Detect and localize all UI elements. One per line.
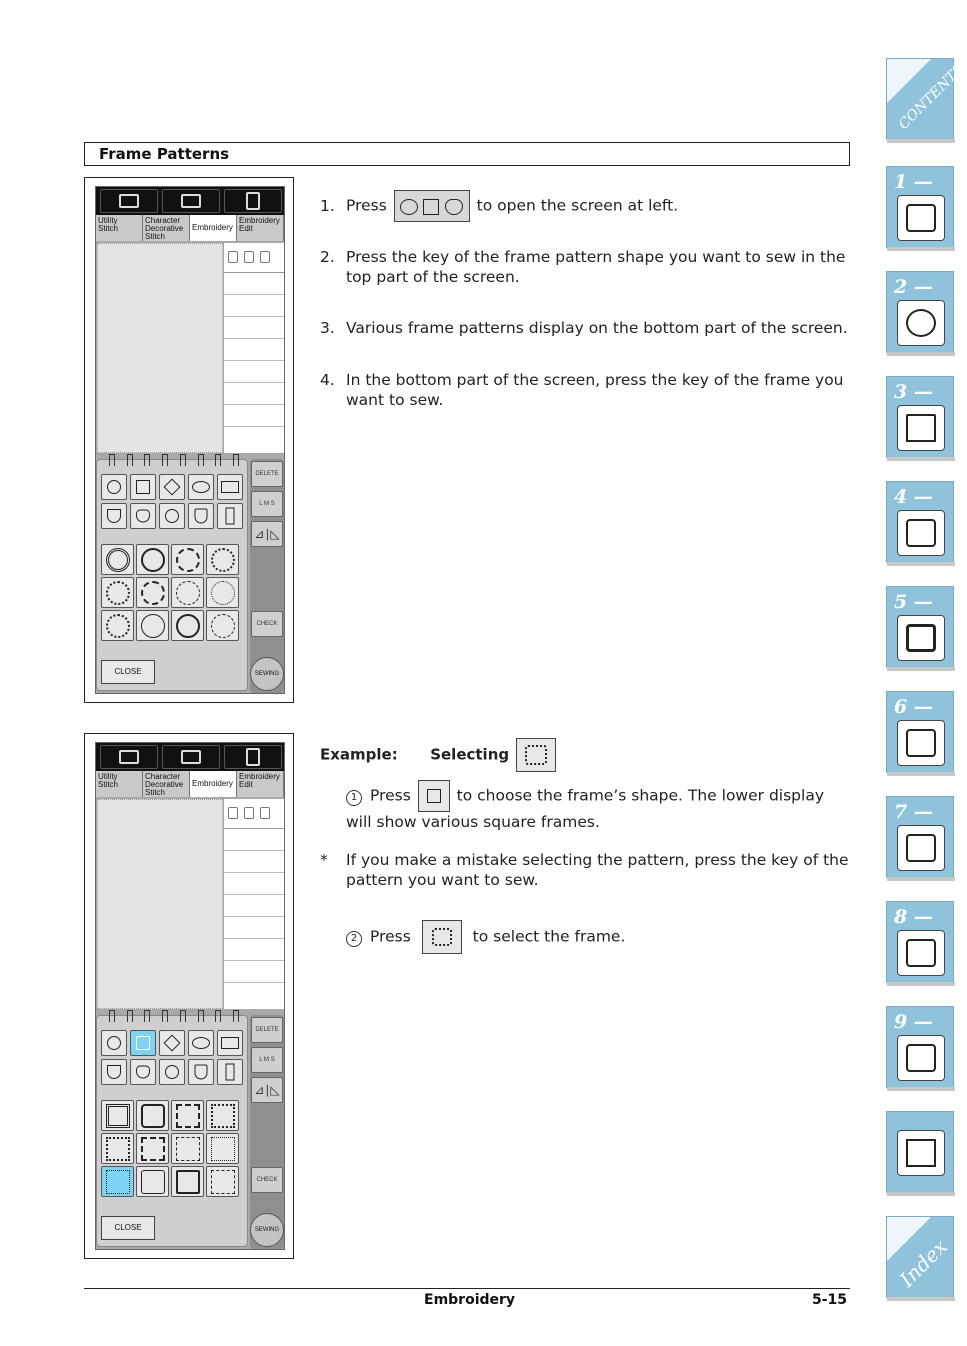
- round-shape-key[interactable]: [159, 1059, 185, 1085]
- tall-rectangle-shape-key[interactable]: [217, 503, 243, 529]
- page-number: 5-15: [812, 1292, 848, 1308]
- hoop-icons: [224, 243, 284, 273]
- tab-character-decorative[interactable]: Character Decorative Stitch: [143, 771, 190, 797]
- oval-shape-key[interactable]: [188, 474, 214, 500]
- hoop-icon: [260, 251, 270, 263]
- hoop-icon: [228, 807, 238, 819]
- sewing-machine-icon: [897, 195, 945, 241]
- help-key[interactable]: [162, 745, 220, 769]
- machine-maintenance-icon: [897, 930, 945, 976]
- hoop-icon: [244, 807, 254, 819]
- decorated-shirt-icon: [897, 510, 945, 556]
- close-button[interactable]: CLOSE: [101, 1216, 155, 1240]
- sewing-machine-key[interactable]: [100, 189, 158, 213]
- screen-image-2: [84, 733, 294, 1259]
- tab-embroidery-edit[interactable]: Embroidery Edit: [237, 215, 284, 241]
- diamond-shape-key[interactable]: [159, 474, 185, 500]
- appendix-tab[interactable]: [886, 1111, 954, 1193]
- shield-shape-key[interactable]: [101, 1059, 127, 1085]
- square-shape-key[interactable]: [130, 474, 156, 500]
- delete-button[interactable]: DELETE: [251, 1017, 283, 1043]
- rectangle-shape-key[interactable]: [217, 474, 243, 500]
- frame-key[interactable]: [136, 1133, 169, 1164]
- tab-embroidery-edit[interactable]: Embroidery Edit: [237, 771, 284, 797]
- frame-key[interactable]: [206, 1100, 239, 1131]
- check-button[interactable]: CHECK: [251, 611, 283, 637]
- frame-key[interactable]: [136, 610, 169, 641]
- chapter-5-tab[interactable]: 5 —: [886, 586, 954, 668]
- tall-rectangle-shape-key[interactable]: [217, 1059, 243, 1085]
- step-3: 3. Various frame patterns display on the bottom part of the screen.: [320, 319, 848, 337]
- diamond-shape-key[interactable]: [159, 1030, 185, 1056]
- settings-key[interactable]: [224, 189, 282, 213]
- square-shape-key-selected[interactable]: [130, 1030, 156, 1056]
- contents-tab[interactable]: CONTENTS: [886, 58, 954, 140]
- delete-button[interactable]: DELETE: [251, 461, 283, 487]
- size-button[interactable]: L M S: [251, 1047, 283, 1073]
- hoop-icon: [244, 251, 254, 263]
- chapter-3-tab[interactable]: 3 —: [886, 376, 954, 458]
- chapter-9-tab[interactable]: 9 —: [886, 1006, 954, 1088]
- circle-shape-key[interactable]: [101, 1030, 127, 1056]
- lcd-panel: [95, 742, 285, 1250]
- example-note: * If you make a mistake selecting the pattern, press the key of the pattern you want to sew.: [320, 851, 849, 889]
- frame-key[interactable]: [171, 1100, 204, 1131]
- lcd-top-bar: [96, 743, 284, 771]
- example-step-1: 1 Press to choose the frame’s shape. The lower display will show various square frames.: [346, 780, 850, 832]
- pattern-preview: [97, 243, 223, 453]
- side-key-column: [250, 459, 284, 693]
- frame-key[interactable]: [206, 544, 239, 575]
- frame-key[interactable]: [136, 544, 169, 575]
- section-title: Frame Patterns: [84, 142, 850, 166]
- footer-chapter-title: Embroidery: [424, 1292, 516, 1308]
- step-2: 2. Press the key of the frame pattern shape you want to sew in the top part of the screen.: [320, 248, 846, 286]
- sewing-machine-key[interactable]: [100, 745, 158, 769]
- chapter-8-tab[interactable]: 8 —: [886, 901, 954, 983]
- mirror-button[interactable]: ⊿∣◺: [251, 521, 283, 547]
- hoop-icon: [228, 251, 238, 263]
- pattern-preview: [97, 799, 223, 1009]
- frame-key[interactable]: [101, 544, 134, 575]
- example-step-2: 2 Press to select the frame.: [346, 920, 850, 954]
- documents-icon: [897, 1130, 945, 1176]
- pattern-panel: [96, 459, 248, 691]
- frame-key[interactable]: [101, 610, 134, 641]
- heart-shape-key[interactable]: [130, 503, 156, 529]
- step-4: 4. In the bottom part of the screen, press the key of the frame you want to sew.: [320, 371, 844, 409]
- rectangle-shape-key[interactable]: [217, 1030, 243, 1056]
- frame-key[interactable]: [101, 577, 134, 608]
- heart-shape-key[interactable]: [130, 1059, 156, 1085]
- hoop-icon: [260, 807, 270, 819]
- dotted-frame-key[interactable]: [422, 920, 462, 954]
- hoop-info-column: [224, 799, 284, 1009]
- embroidered-shirt-icon: [897, 720, 945, 766]
- oval-shape-key[interactable]: [188, 1030, 214, 1056]
- tab-embroidery[interactable]: Embroidery: [190, 215, 237, 241]
- frame-key[interactable]: [136, 1100, 169, 1131]
- round-shape-key[interactable]: [159, 503, 185, 529]
- tab-character-decorative[interactable]: Character Decorative Stitch: [143, 215, 190, 241]
- frame-key[interactable]: [206, 1166, 239, 1197]
- selected-frame-key[interactable]: [516, 738, 556, 772]
- frame-key[interactable]: [171, 577, 204, 608]
- mode-tabs: [96, 215, 284, 241]
- frame-key[interactable]: [171, 610, 204, 641]
- frame-key[interactable]: [171, 1133, 204, 1164]
- pattern-panel: [96, 1015, 248, 1247]
- embroidery-hoop-icon: [897, 615, 945, 661]
- size-button[interactable]: L M S: [251, 491, 283, 517]
- troubleshooting-icon: [897, 1035, 945, 1081]
- sewing-button[interactable]: SEWING: [250, 657, 284, 691]
- frame-key-selected[interactable]: [101, 1166, 134, 1197]
- shirt-icon: [897, 405, 945, 451]
- frame-key-grid: [101, 1100, 239, 1197]
- chapter-7-tab[interactable]: 7 —: [886, 796, 954, 878]
- mode-tabs: [96, 771, 284, 797]
- frame-key-grid: [101, 544, 239, 641]
- hoop-info-column: [224, 243, 284, 453]
- thread-scissors-icon: [897, 300, 945, 346]
- example-heading: Example: Selecting: [320, 738, 558, 772]
- frame-key[interactable]: [171, 1166, 204, 1197]
- tab-utility-stitch[interactable]: Utility Stitch: [96, 215, 143, 241]
- shirt-edit-icon: [897, 825, 945, 871]
- frame-key[interactable]: [171, 544, 204, 575]
- frame-key[interactable]: [206, 577, 239, 608]
- close-button[interactable]: CLOSE: [101, 660, 155, 684]
- circle-shape-key[interactable]: [101, 474, 127, 500]
- chapter-4-tab[interactable]: 4 —: [886, 481, 954, 563]
- side-key-column: [250, 1015, 284, 1249]
- footer-rule: [84, 1288, 850, 1289]
- frame-key[interactable]: [136, 1166, 169, 1197]
- frame-pattern-key[interactable]: [394, 190, 470, 222]
- shield-shape-key[interactable]: [101, 503, 127, 529]
- mirror-button[interactable]: ⊿∣◺: [251, 1077, 283, 1103]
- settings-key[interactable]: [224, 745, 282, 769]
- chapter-2-tab[interactable]: 2 —: [886, 271, 954, 353]
- lcd-top-bar: [96, 187, 284, 215]
- lcd-panel: [95, 186, 285, 694]
- shape-key-grid: [101, 474, 243, 529]
- shape-key-grid: [101, 1030, 243, 1085]
- index-tab[interactable]: Index: [886, 1216, 954, 1298]
- frame-key[interactable]: [206, 610, 239, 641]
- frame-key[interactable]: [101, 1100, 134, 1131]
- frame-key[interactable]: [101, 1133, 134, 1164]
- badge-shape-key[interactable]: [188, 1059, 214, 1085]
- chapter-6-tab[interactable]: 6 —: [886, 691, 954, 773]
- check-button[interactable]: CHECK: [251, 1167, 283, 1193]
- tab-utility-stitch[interactable]: Utility Stitch: [96, 771, 143, 797]
- chapter-1-tab[interactable]: 1 —: [886, 166, 954, 248]
- screen-image-1: [84, 177, 294, 703]
- sewing-button[interactable]: SEWING: [250, 1213, 284, 1247]
- help-key[interactable]: [162, 189, 220, 213]
- frame-key[interactable]: [206, 1133, 239, 1164]
- badge-shape-key[interactable]: [188, 503, 214, 529]
- square-key[interactable]: [418, 780, 450, 812]
- hoop-icons: [224, 799, 284, 829]
- step-1: 1. Press to open the screen at left.: [320, 190, 850, 222]
- frame-key[interactable]: [136, 577, 169, 608]
- tab-embroidery[interactable]: Embroidery: [190, 771, 237, 797]
